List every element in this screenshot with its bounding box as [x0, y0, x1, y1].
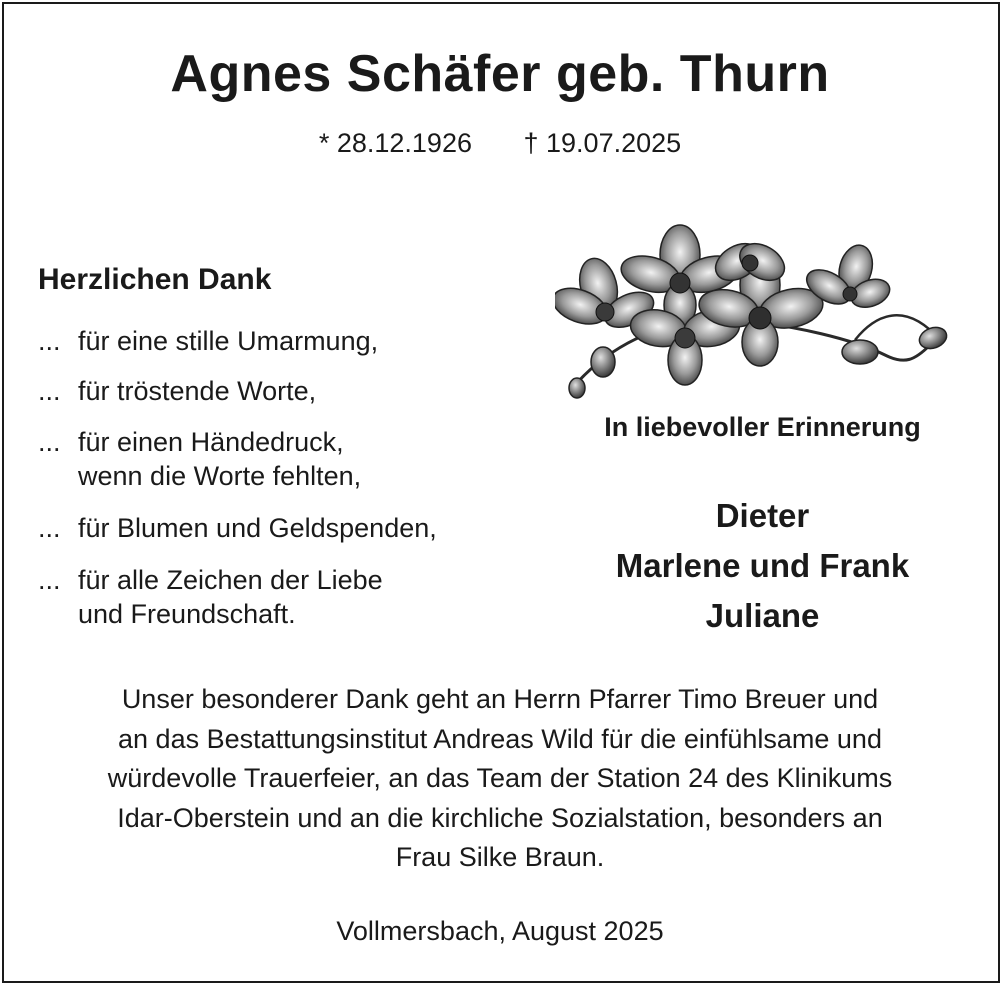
ellipsis: ... [38, 427, 61, 457]
special-thanks-line: an das Bestattungsinstitut Andreas Wild für die einfühlsame und [118, 723, 882, 754]
ellipsis: ... [38, 326, 61, 356]
ellipsis: ... [38, 565, 61, 595]
life-dates [0, 128, 1000, 159]
thanks-item-line: für eine stille Umarmung, [78, 326, 379, 356]
family-names [560, 491, 965, 641]
thanks-item-line: für einen Händedruck, [78, 427, 344, 457]
death-date: † 19.07.2025 [523, 128, 682, 158]
birth-date: * 28.12.1926 [318, 128, 472, 158]
family-member: Juliane [705, 597, 820, 634]
thanks-item-line: für alle Zeichen der Liebe [78, 565, 383, 595]
special-thanks-line: Unser besonderer Dank geht an Herrn Pfarrer Timo Breuer und [121, 684, 879, 714]
special-thanks-paragraph [0, 680, 1000, 878]
deceased-name: Agnes Schäfer geb. Thurn [170, 45, 830, 103]
memory-heading: In liebevoller Erinnerung [604, 412, 921, 442]
thanks-heading: Herzlichen Dank [38, 263, 272, 296]
thanks-item-line: wenn die Worte fehlten, [78, 461, 362, 491]
thanks-item-line: für Blumen und Geldspenden, [78, 513, 437, 543]
family-member: Marlene und Frank [615, 547, 910, 584]
special-thanks-line: Frau Silke Braun. [395, 842, 605, 872]
special-thanks-line: Idar-Oberstein und an die kirchliche Sozialstation, besonders an [117, 802, 883, 833]
orchid-branch-icon [555, 220, 965, 405]
ellipsis: ... [38, 376, 61, 406]
ellipsis: ... [38, 513, 61, 543]
special-thanks-line: würdevolle Trauerfeier, an das Team der Station 24 des Klinikums [107, 763, 893, 793]
family-member: Dieter [715, 497, 810, 534]
place-and-date: Vollmersbach, August 2025 [336, 916, 664, 946]
thanks-item-line: und Freundschaft. [78, 599, 296, 629]
thanks-item-line: für tröstende Worte, [78, 376, 317, 406]
